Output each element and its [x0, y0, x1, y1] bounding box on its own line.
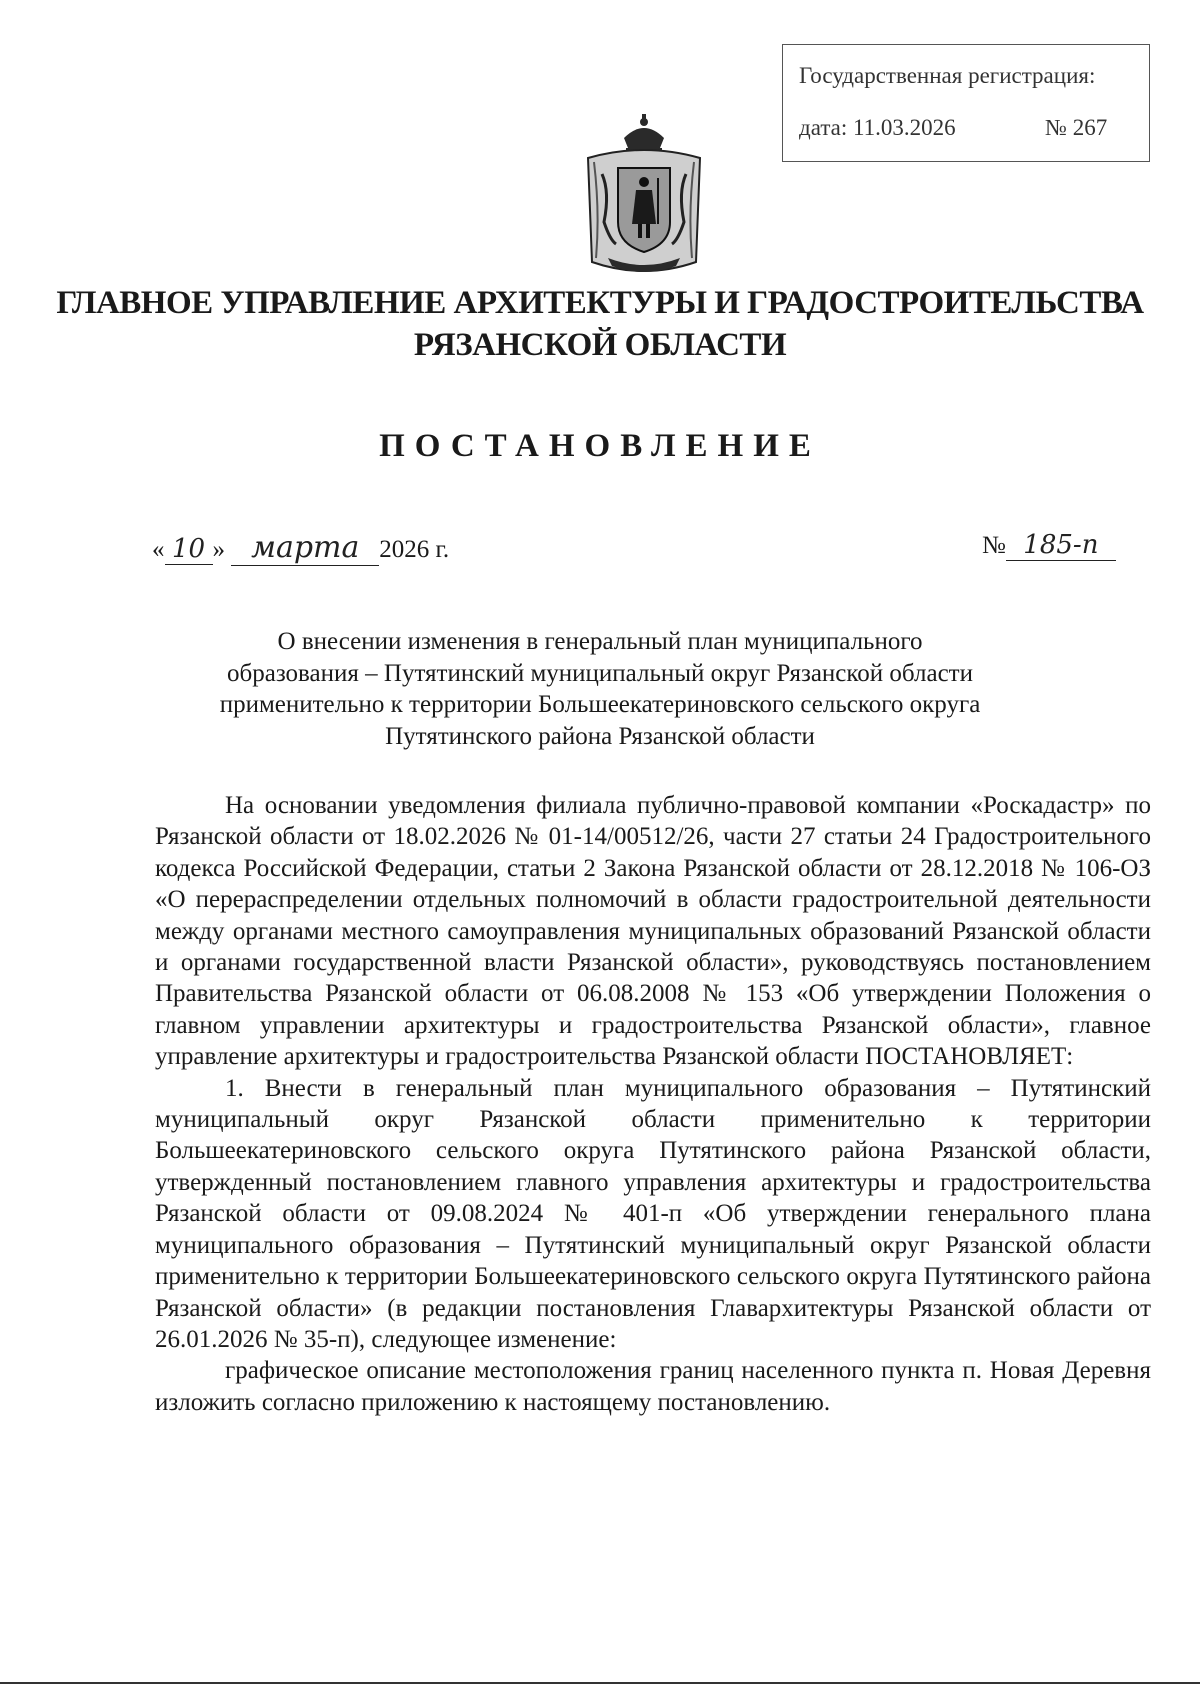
stamp-date: дата: 11.03.2026	[799, 115, 956, 140]
date-open-quote: «	[152, 536, 165, 563]
subject-line-2: образования – Путятинский муниципальный округ Рязанской области	[227, 659, 973, 687]
document-date	[152, 530, 449, 566]
document-body	[155, 790, 1151, 1418]
scan-edge-line	[0, 1682, 1200, 1684]
authority-line-2: РЯЗАНСКОЙ ОБЛАСТИ	[413, 327, 787, 363]
date-year: 2026 г.	[379, 536, 450, 563]
subject-line-3: применительно к территории Большеекатериновского сельского округа	[219, 691, 981, 718]
subject-line-1: О внесении изменения в генеральный план муниципального	[277, 628, 923, 655]
document-subject	[0, 626, 1200, 752]
date-close-quote: »	[212, 536, 225, 563]
registration-stamp	[782, 44, 1150, 162]
authority-name	[0, 282, 1200, 366]
document-number	[982, 530, 1116, 561]
subject-line-4: Путятинского района Рязанской области	[385, 722, 815, 750]
document-type-title: ПОСТАНОВЛЕНИЕ	[379, 428, 821, 464]
document-number-handwritten: 185-п	[1006, 530, 1116, 561]
date-day-handwritten: 10	[165, 534, 213, 565]
stamp-number: № 267	[1045, 115, 1108, 140]
date-month-handwritten: марта	[231, 530, 379, 566]
stamp-date-row	[799, 115, 1108, 141]
stamp-title: Государственная регистрация:	[799, 63, 1096, 88]
authority-line-1: ГЛАВНОЕ УПРАВЛЕНИЕ АРХИТЕКТУРЫ И ГРАДОСТРОИТЕЛЬСТВА	[56, 285, 1144, 321]
document-number-prefix: №	[982, 532, 1006, 559]
preamble-paragraph: На основании уведомления филиала публично-правовой компании «Роскадастр» по Рязанской области от 18.02.2026 № 01-14/00512/26, части 27 статьи 24 Градостроительного кодекса Российской Федерации, статьи 2 Закона Рязанской области от 28.12.2018 № 106-ОЗ «О перераспределении отдельных полномочий в области градостроительной деятельности между органами местного самоуправления муниципальных образований Рязанской области и органами государственной власти Рязанской области», руководствуясь постановлением Правительства Рязанской области от 06.08.2008 № 153 «Об утверждении Положения о главном управлении архитектуры и градостроительства Рязанской области», главное управление архитектуры и градостроительства Рязанской области ПОСТАНОВЛЯЕТ:	[155, 792, 1151, 1071]
ryazan-coat-of-arms-icon	[580, 112, 708, 280]
item-1-paragraph: 1. Внести в генеральный план муниципального образования – Путятинский муниципальный округ Рязанской области применительно к территории Большеекатериновского сельского округа Путятинского района Рязанской области, утвержденный постановлением главного управления архитектуры и градостроительства Рязанской области от 09.08.2024 № 401-п «Об утверждении генерального плана муниципального образования – Путятинский муниципальный округ Рязанской области применительно к территории Большеекатериновского сельского округа Путятинского района Рязанской области» (в редакции постановления Главархитектуры Рязанской области от 26.01.2026 № 35-п), следующее изменение:	[155, 1074, 1151, 1353]
item-1-detail-paragraph: графическое описание местоположения границ населенного пункта п. Новая Деревня изложить согласно приложению к настоящему постановлению.	[155, 1357, 1151, 1416]
